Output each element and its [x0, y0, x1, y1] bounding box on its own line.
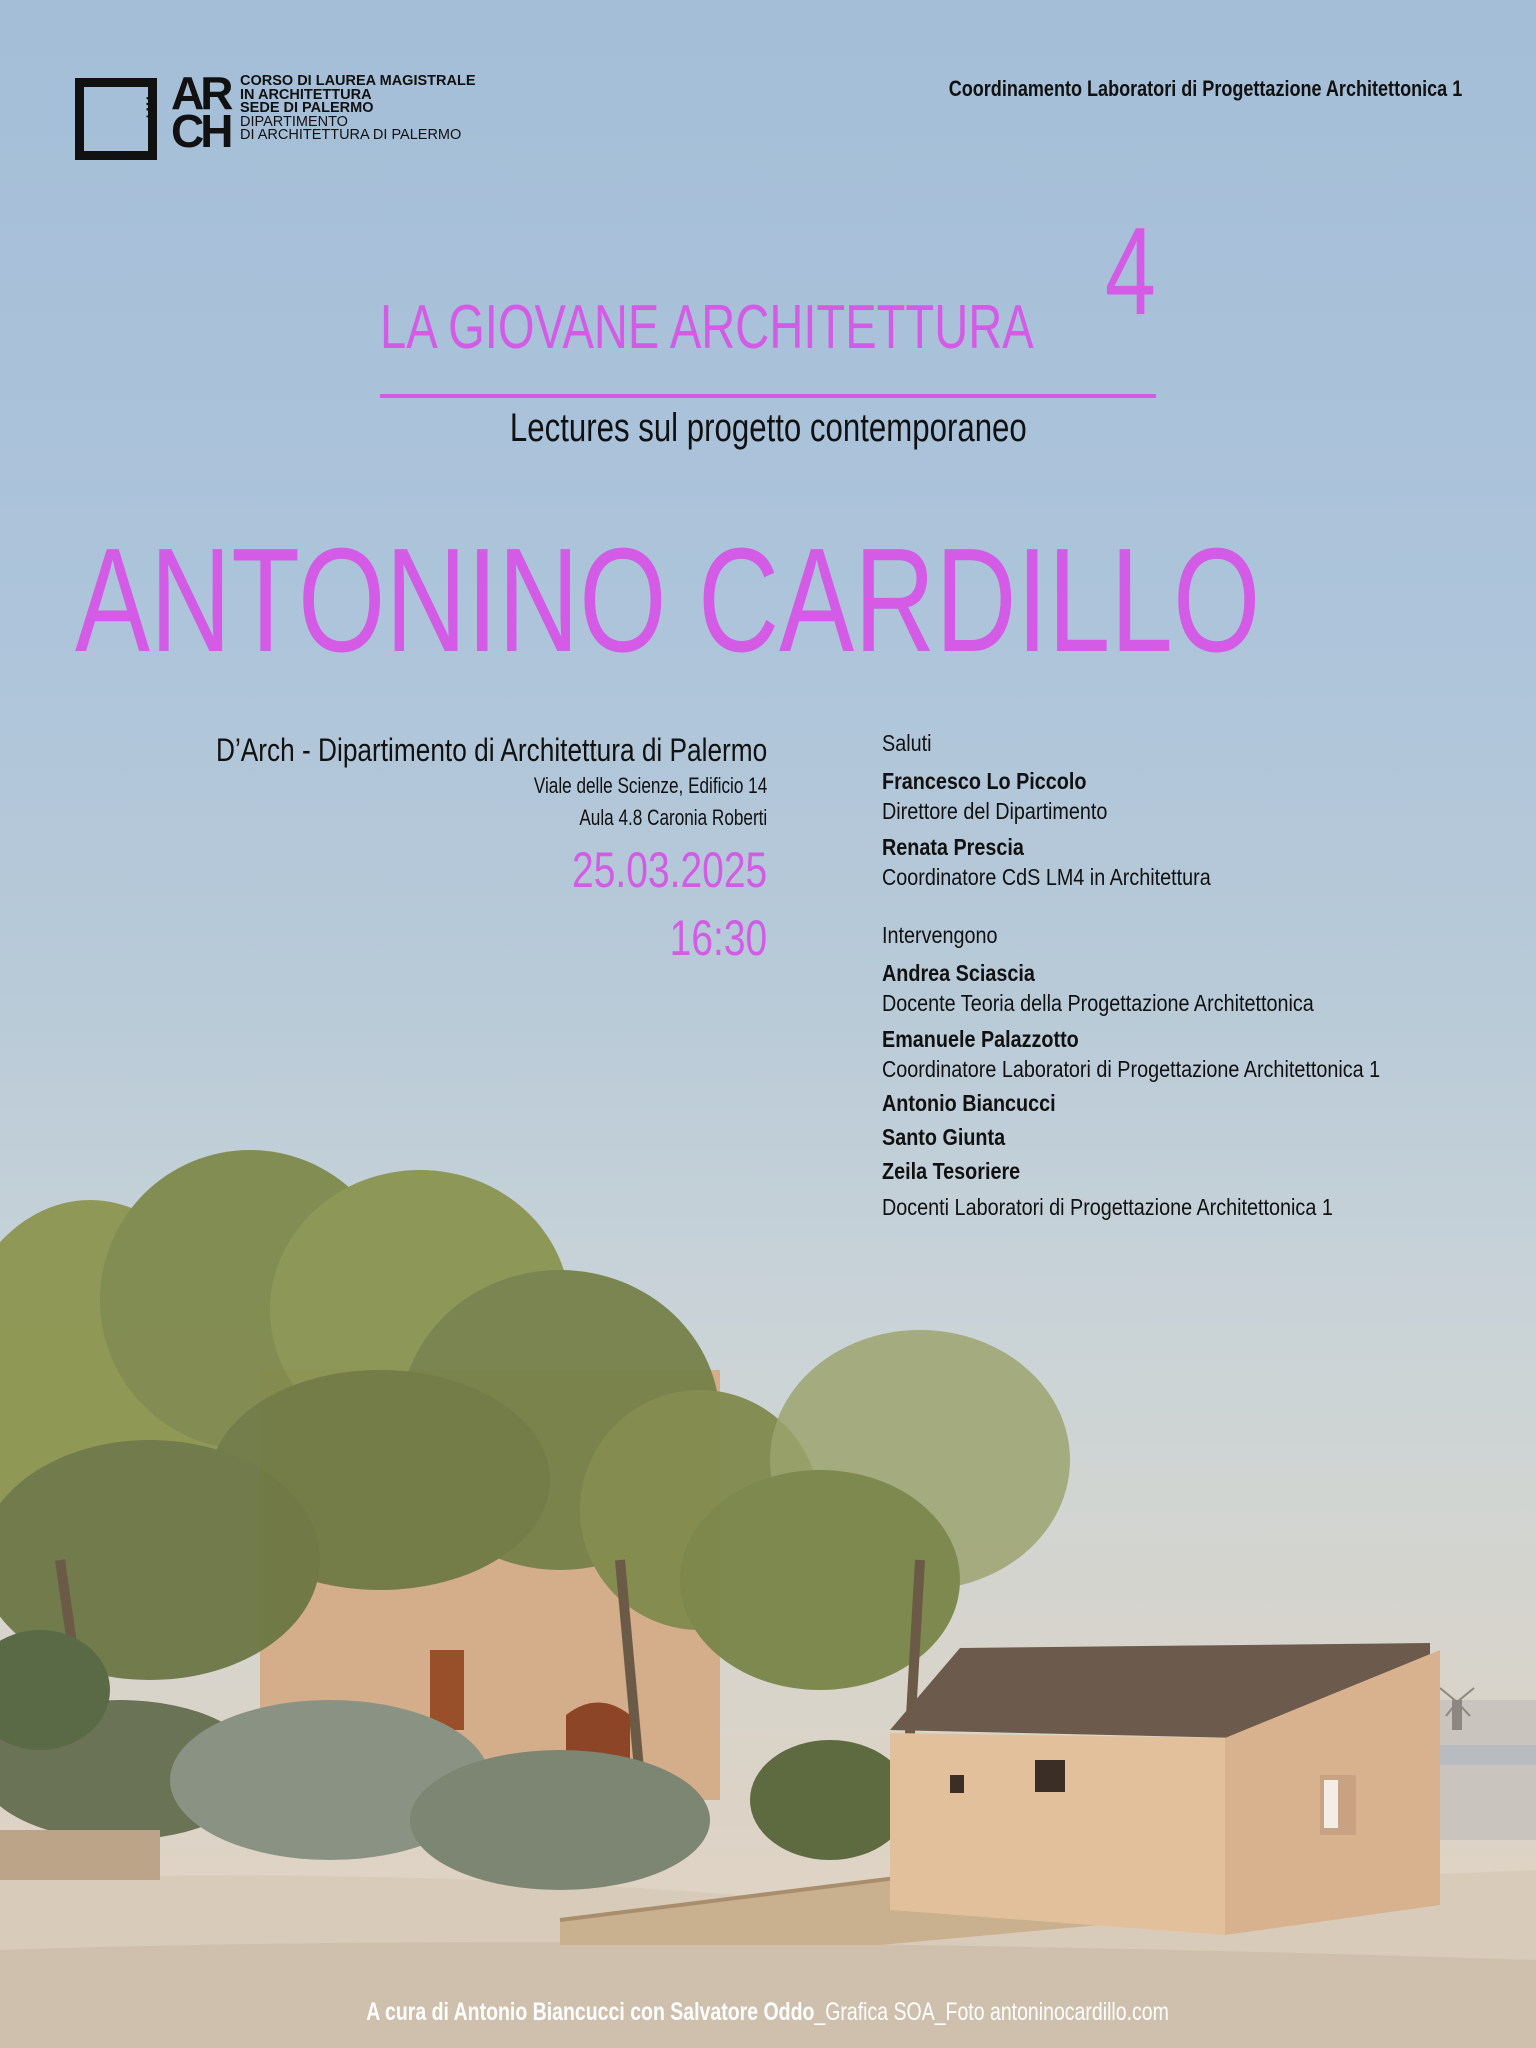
- house-window-2: [1035, 1760, 1065, 1792]
- greeting-role: Direttore del Dipartimento: [882, 798, 1108, 824]
- event-date: 25.03.2025: [571, 842, 767, 898]
- venue-block: [95, 730, 767, 970]
- left-wall: [0, 1830, 160, 1880]
- building-door: [430, 1650, 464, 1730]
- series-title: LA GIOVANE ARCHITETTURA: [380, 293, 1034, 362]
- lab-teacher-name: Zeila Tesoriere: [882, 1158, 1021, 1184]
- logo-arch-letters: AR CH: [171, 67, 230, 157]
- speaker-item-name: Emanuele Palazzotto: [882, 1026, 1079, 1052]
- series-heading: [380, 203, 1156, 450]
- logo-program-code: LM4: [145, 96, 157, 118]
- salt-pan-water: [1440, 1745, 1536, 1765]
- series-divider: [380, 394, 1156, 398]
- greeting-item: [882, 766, 1502, 826]
- greeting-role: Coordinatore CdS LM4 in Architettura: [882, 864, 1211, 890]
- speaker-item-role: Coordinatore Laboratori di Progettazione Architettonica 1: [882, 1056, 1381, 1082]
- venue-address: Viale delle Scienze, Edificio 14: [533, 773, 767, 798]
- logo-line-1: CORSO DI LAUREA MAGISTRALE: [240, 73, 476, 89]
- venue-name: D’Arch - Dipartimento di Architettura di Palermo: [215, 732, 767, 768]
- credits-line: [0, 1998, 1536, 2027]
- credits-wrap: [367, 1998, 1170, 2027]
- logo-square-mark: [75, 78, 157, 160]
- speakers-heading: Intervengono: [882, 922, 998, 948]
- university-logo: [75, 67, 515, 158]
- venue-room: Aula 4.8 Caronia Roberti: [579, 805, 767, 830]
- greeting-item: [882, 832, 1502, 892]
- greeting-name: Francesco Lo Piccolo: [882, 768, 1087, 794]
- series-subtitle-row: [380, 406, 1156, 451]
- lab-teacher-name: Antonio Biancucci: [882, 1090, 1056, 1116]
- lab-teachers-role: Docenti Laboratori di Progettazione Architettonica 1: [882, 1194, 1333, 1220]
- speaker-item-name: Andrea Sciascia: [882, 960, 1035, 986]
- speaker-item: [882, 1024, 1502, 1084]
- greeting-name: Renata Prescia: [882, 834, 1024, 860]
- logo-line-5: DI ARCHITETTURA DI PALERMO: [240, 127, 462, 143]
- speaker-name: ANTONINO CARDILLO: [75, 518, 1261, 683]
- credits-graphics: _Grafica SOA_Foto antoninocardillo.com: [814, 1998, 1170, 2026]
- logo-line-3: SEDE DI PALERMO: [240, 100, 374, 116]
- house-window-1: [950, 1775, 964, 1793]
- program-block: [882, 726, 1502, 1222]
- lab-teachers: [882, 1088, 1502, 1222]
- series-number: 4: [1104, 203, 1156, 341]
- speaker-item: [882, 958, 1502, 1018]
- speaker-item-role: Docente Teoria della Progettazione Architettonica: [882, 990, 1314, 1016]
- greetings-heading: Saluti: [882, 730, 932, 756]
- coordination-header: Coordinamento Laboratori di Progettazione Architettonica 1: [948, 76, 1462, 101]
- house-window-3-pane: [1324, 1780, 1338, 1828]
- logo-text: [240, 75, 476, 143]
- series-subtitle: Lectures sul progetto contemporaneo: [509, 406, 1027, 450]
- event-time: 16:30: [669, 910, 767, 966]
- lab-teacher-name: Santo Giunta: [882, 1124, 1006, 1150]
- credits-curators: A cura di Antonio Biancucci con Salvatore Oddo: [366, 1998, 815, 2026]
- ground-shade: [0, 1942, 1536, 2048]
- logo-line-4: DIPARTIMENTO: [240, 113, 348, 130]
- logo-line-2: IN ARCHITETTURA: [240, 86, 372, 103]
